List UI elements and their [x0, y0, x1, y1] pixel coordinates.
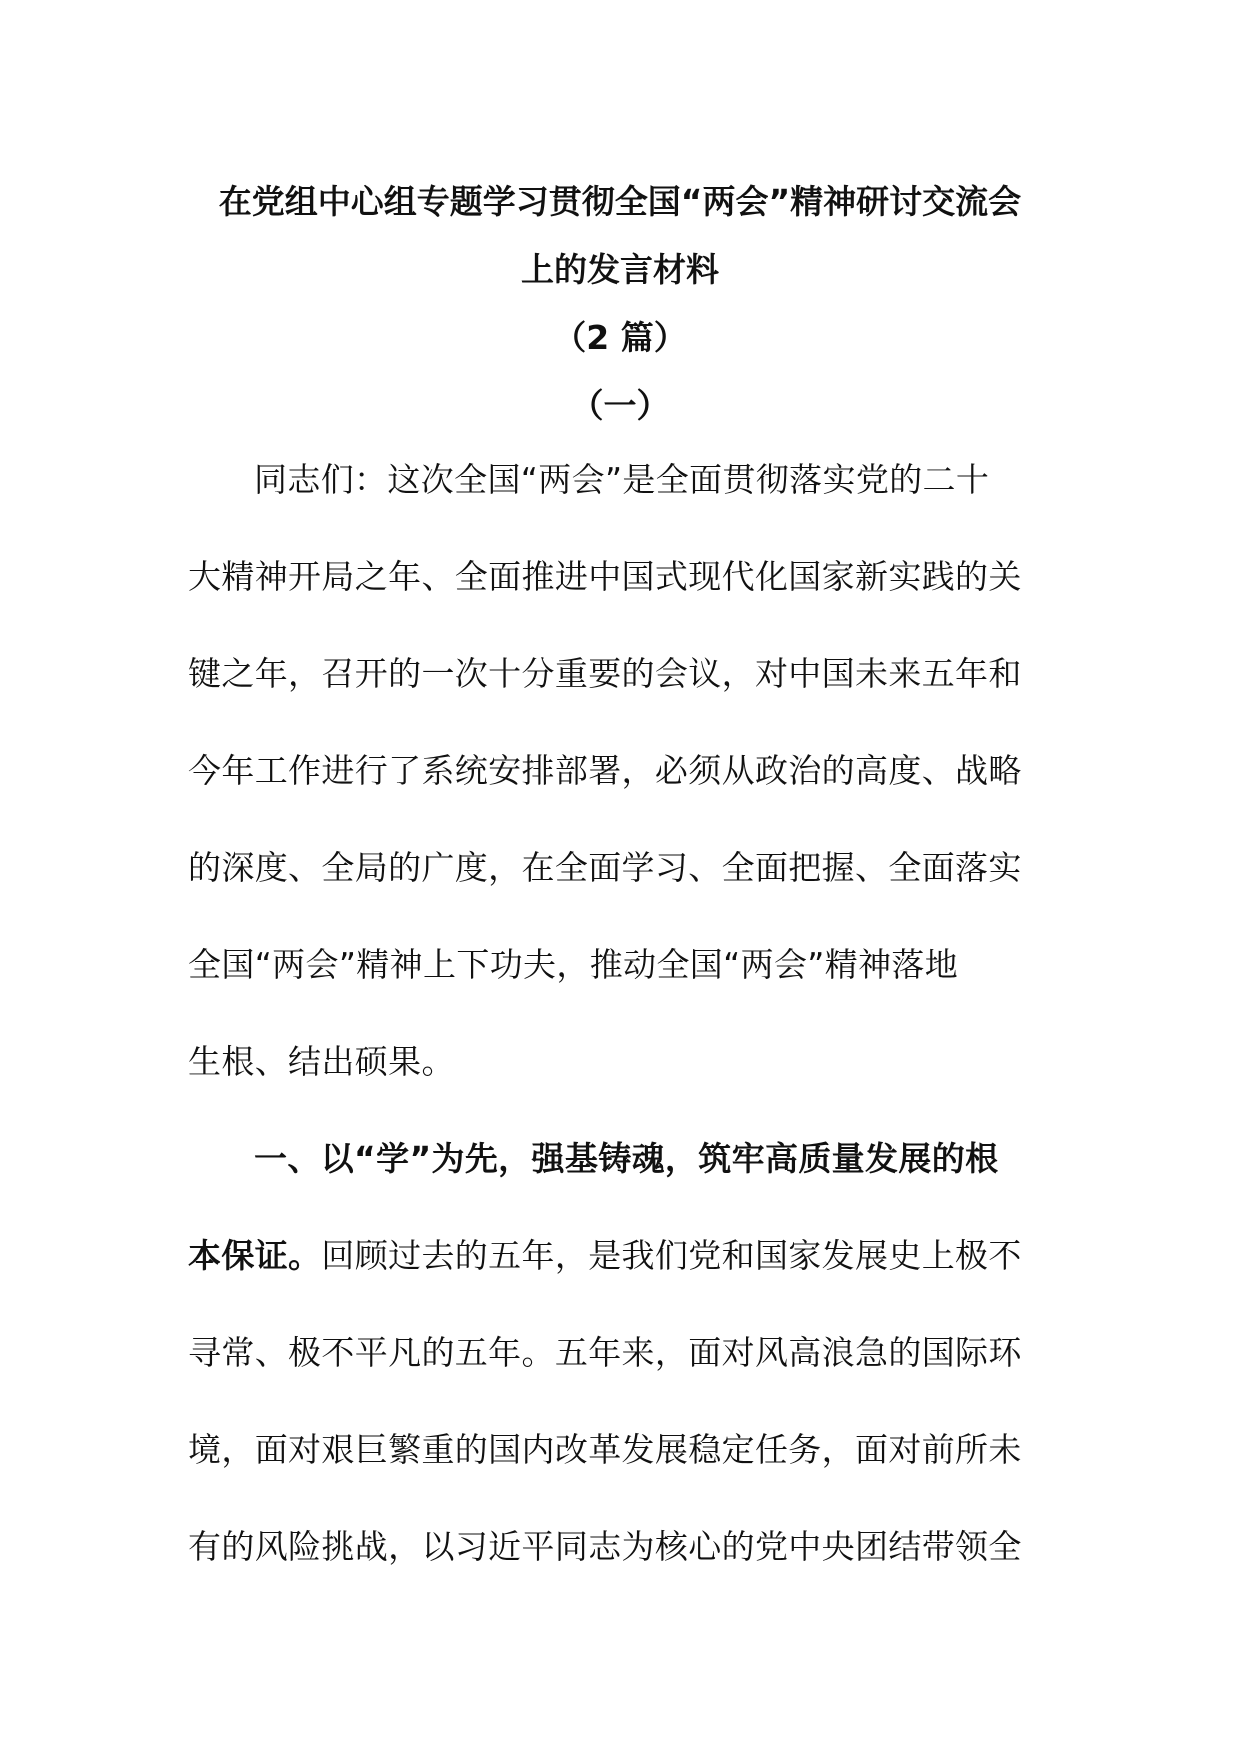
paragraph-1-line-7: 生根、结出硕果。 — [188, 1042, 455, 1081]
section-1-heading-line-1: 一、以“学”为先，强基铸魂，筑牢高质量发展的根 — [254, 1139, 999, 1178]
section-1-body-line-1: 寻常、极不平凡的五年。五年来，面对风高浪急的国际环 — [188, 1333, 1022, 1372]
section-1-body-start: 回顾过去的五年，是我们党和国家发展史上极不 — [321, 1236, 1022, 1275]
paragraph-1-line-3: 键之年，召开的一次十分重要的会议，对中国未来五年和 — [188, 654, 1022, 693]
section-1-heading-line-2 — [188, 1227, 1056, 1324]
paragraph-1-line-4: 今年工作进行了系统安排部署，必须从政治的高度、战略 — [188, 751, 1022, 790]
paragraph-1-line-5: 的深度、全局的广度，在全面学习、全面把握、全面落实 — [188, 848, 1022, 887]
document-subtitle-count: （2 篇） — [553, 318, 687, 357]
document-title-line-2: 上的发言材料 — [521, 250, 719, 289]
section-number-heading: （一） — [570, 386, 670, 425]
section-1-body-line-2: 境，面对艰巨繁重的国内改革发展稳定任务，面对前所未 — [188, 1430, 1022, 1469]
document-title-line-1: 在党组中心组专题学习贯彻全国“两会”精神研讨交流会 — [218, 182, 1022, 221]
section-1-body-line-3: 有的风险挑战，以习近平同志为核心的党中央团结带领全 — [188, 1527, 1022, 1566]
paragraph-1-line-1: 同志们：这次全国“两会”是全面贯彻落实党的二十 — [254, 460, 990, 499]
document-body — [188, 451, 1056, 1615]
paragraph-1-line-6: 全国“两会”精神上下功夫，推动全国“两会”精神落地 — [188, 945, 959, 984]
paragraph-1-line-2: 大精神开局之年、全面推进中国式现代化国家新实践的关 — [188, 557, 1022, 596]
document-title-block — [150, 168, 1090, 440]
section-1-heading-end: 本保证。 — [188, 1236, 322, 1275]
